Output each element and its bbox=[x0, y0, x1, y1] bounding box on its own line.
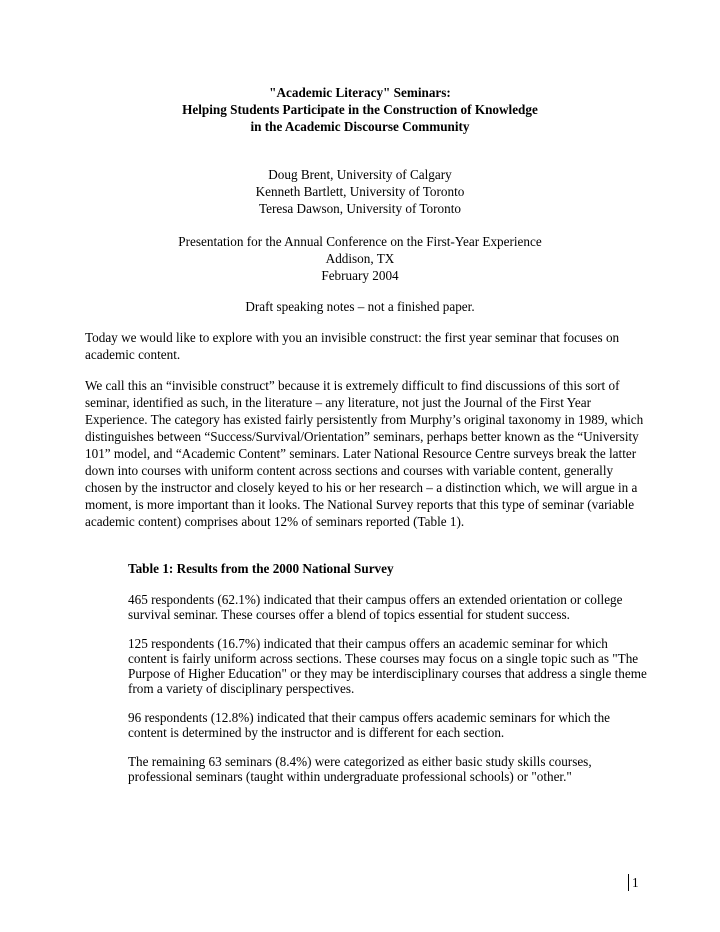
presentation-location: Addison, TX bbox=[325, 251, 395, 266]
table-item-orientation: 465 respondents (62.1%) indicated that their campus offers an extended orientation or college survival seminar. These courses offer a blend of topics essential for student success. bbox=[128, 592, 623, 622]
presentation-date: February 2004 bbox=[321, 268, 399, 283]
table-item-variable-content: 96 respondents (12.8%) indicated that their campus offers academic seminars for which the content is determined by the instructor and is different for each section. bbox=[128, 710, 611, 740]
body-paragraph: We call this an “invisible construct” because it is extremely difficult to find discussions of this sort of seminar, identified as such, in the literature – any literature, not just the Journal of the First Year Experience. The category has existed fairly persistently from Murphy’s original taxonomy in 1989, which distinguishes between “Success/Survival/Orientation” seminars, perhaps better known as the “University 101” model, and “Academic Content” seminars. Later National Resource Centre surveys break the latter down into courses with uniform content across sections and courses with variable content, generally chosen by the instructor and closely keyed to his or her research – a distinction which, we will argue in a moment, is more important than it looks. The National Survey reports that this type of seminar (variable academic content) comprises about 12% of seminars reported (Table 1). bbox=[85, 378, 644, 529]
intro-paragraph: Today we would like to explore with you an invisible construct: the first year seminar that focuses on academic content. bbox=[85, 330, 620, 362]
author-list bbox=[0, 166, 720, 217]
author-1: Doug Brent, University of Calgary bbox=[268, 167, 452, 182]
table-item-uniform-content: 125 respondents (16.7%) indicated that their campus offers an academic seminar for which content is fairly uniform across sections. These courses may focus on a single topic such as "The Purpose of Higher Education" or they may be interdisciplinary courses that address a single theme from a variety of disciplinary perspectives. bbox=[128, 636, 647, 696]
survey-table bbox=[128, 560, 648, 798]
table-item-remaining: The remaining 63 seminars (8.4%) were categorized as either basic study skills courses, professional seminars (taught within undergraduate professional schools) or "other." bbox=[128, 754, 592, 784]
title-line-2: Helping Students Participate in the Construction of Knowledge bbox=[182, 102, 538, 117]
presentation-info bbox=[0, 233, 720, 284]
draft-note: Draft speaking notes – not a finished paper. bbox=[245, 299, 475, 314]
title-line-3: in the Academic Discourse Community bbox=[250, 119, 470, 134]
title-line-1: "Academic Literacy" Seminars: bbox=[269, 85, 451, 100]
presentation-event: Presentation for the Annual Conference on the First-Year Experience bbox=[178, 234, 542, 249]
author-3: Teresa Dawson, University of Toronto bbox=[259, 201, 461, 216]
paper-title bbox=[0, 84, 720, 135]
page-number: 1 bbox=[628, 874, 639, 891]
author-2: Kenneth Bartlett, University of Toronto bbox=[255, 184, 465, 199]
table-heading: Table 1: Results from the 2000 National Survey bbox=[128, 561, 394, 576]
